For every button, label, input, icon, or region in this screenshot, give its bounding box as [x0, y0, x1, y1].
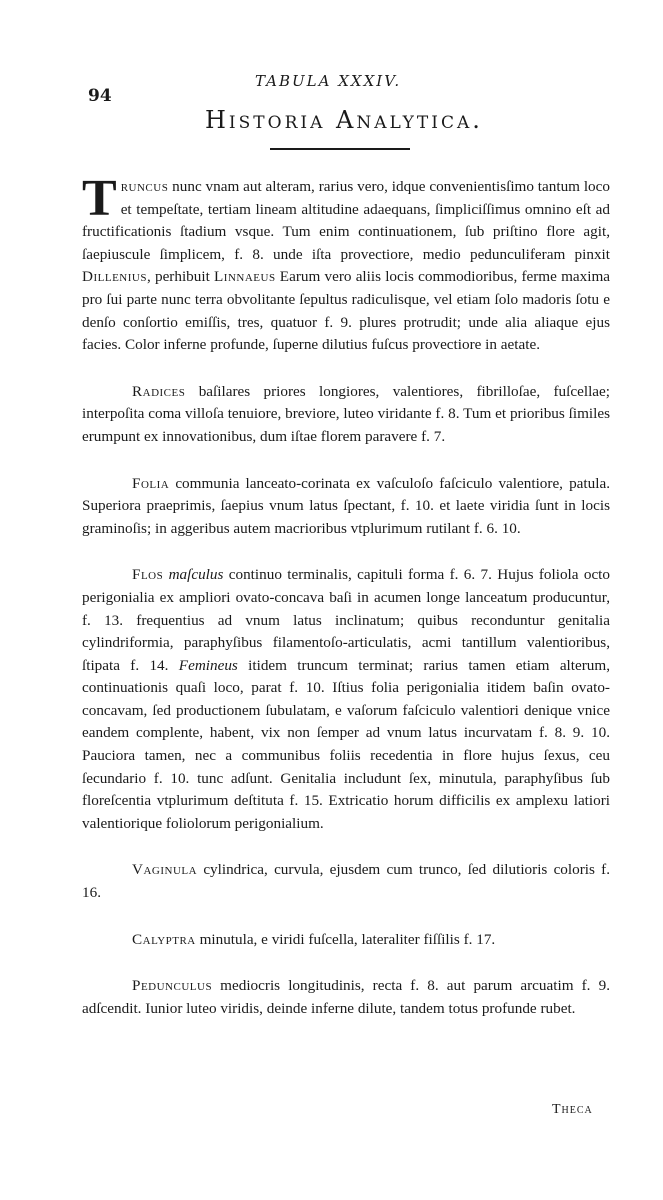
author-name: Dillenius	[82, 268, 147, 286]
paragraph-pedunculus	[82, 975, 610, 1020]
paragraph-text: continuo terminalis, capituli forma f. 6. 7. Hujus foliola octo perigonialia ex ampliori ovato-concava baſi in acumen longe lanceatum producuntur, f. 13. frequentius ad vnum latus inclinatum; quibus reconduntur genitalia cylindriformia, paraphyſibus filamentoſo-articulatis, acmi tantillum valentioribus, ſtipata f. 14.	[82, 566, 610, 674]
lead-word: Folia	[132, 474, 170, 492]
main-heading: Historia Analytica.	[205, 106, 483, 134]
lead-word: Radices	[132, 382, 186, 400]
lead-word: Calyptra	[132, 930, 196, 948]
lead-word: Flos	[132, 566, 164, 584]
paragraph-text: baſilares priores longiores, valentiores, fibrilloſae, fuſcellae; interpoſita coma villoſa tenuiore, breviore, luteo viridante f. 8. Tum et prioribus ſimiles erumpunt ex innovationibus, dum iſtae florem paravere f. 7.	[82, 382, 610, 445]
heading-rule	[270, 148, 410, 150]
paragraph-text: minutula, e viridi fuſcella, lateraliter fiſſilis f. 17.	[195, 930, 496, 948]
drop-cap: T	[82, 170, 117, 227]
italic-term: Femineus	[178, 656, 238, 674]
paragraph-truncus	[82, 170, 610, 357]
paragraph-folia	[82, 473, 610, 541]
page-number: 94	[88, 86, 112, 106]
paragraph-text: mediocris longitudinis, recta f. 8. aut parum arcuatim f. 9. adſcendit. Iunior luteo viridis, deinde inferne dilute, tandem totus profunde rubet.	[82, 977, 610, 1017]
lead-word: Pedunculus	[132, 977, 213, 995]
paragraph-radices	[82, 381, 610, 449]
lead-word: runcus	[120, 178, 169, 195]
paragraph-flos	[82, 564, 610, 835]
italic-term: maſculus	[163, 566, 224, 584]
author-name: Linnaeus	[214, 268, 276, 286]
paragraph-text: , perhibuit	[146, 268, 215, 286]
lead-word: Vaginula	[132, 861, 198, 879]
catchword: Theca	[552, 1102, 593, 1117]
running-head: TABULA XXXIV.	[255, 72, 402, 90]
body-text	[82, 170, 611, 1044]
paragraph-vaginula	[82, 859, 610, 904]
paragraph-calyptra	[82, 929, 610, 952]
paragraph-text: Earum vero aliis locis commodioribus, ferme maxima pro ſui parte nunc terra obvolitante ſepultus radiculisque, vel etiam ſolo madoris ſotu e denſo conſortio emiſſis, tres, quatuor f. 9. plures protrudit; unde alia aliaque ejus facies. Color inferne profunde, ſuperne dilutius fuſcus provectiore in aetate.	[82, 268, 610, 354]
paragraph-text: itidem truncum terminat; rarius tamen etiam alterum, continuationis quaſi loco, parat f. 10. Iſtius folia perigonialia itidem baſin ovato-concavam, ſed productionem ſubulatam, e vaſorum faſciculo valentiori denique vnice eandem complente, habent, vix non ſemper ad vnum latus incurvatam f. 8. 9. 10. Pauciora tamen, nec a communibus foliis recedentia in flore hujus ſexus, ceu ſecundario f. 10. tunc adſunt. Genitalia includunt ſex, minutula, paraphyſibus ſub floreſcentia vtplurimum deſtituta f. 15. Extricatio horum difficilis ex amplexu latiori valentiorique foliolorum perigonialium.	[82, 656, 611, 832]
paragraph-text: cylindrica, curvula, ejusdem cum trunco, ſed dilutioris coloris f. 16.	[82, 861, 610, 902]
paragraph-text: nunc vnam aut alteram, rarius vero, idque convenientisſimo tantum loco et tempeſtate, tertiam lineam altitudine adaequans, ſimpliciſſimus omnino eſt ad fructificationis ſtadium vsque. Tum enim continuationem, ſub priſtino flore agit, ſaepiuscule ſimplicem, f. 8. unde iſta provectiore, medio pedunculiferam pinxit	[82, 178, 610, 263]
paragraph-text: communia lanceato-corinata ex vaſculoſo faſciculo valentiore, patula. Superiora praeprimis, ſaepius vnum latus ſpectant, f. 10. et laete viridia ſunt in locis graminoſis; in aggeribus autem macrioribus vtplurimum rutilant f. 6. 10.	[82, 474, 610, 537]
